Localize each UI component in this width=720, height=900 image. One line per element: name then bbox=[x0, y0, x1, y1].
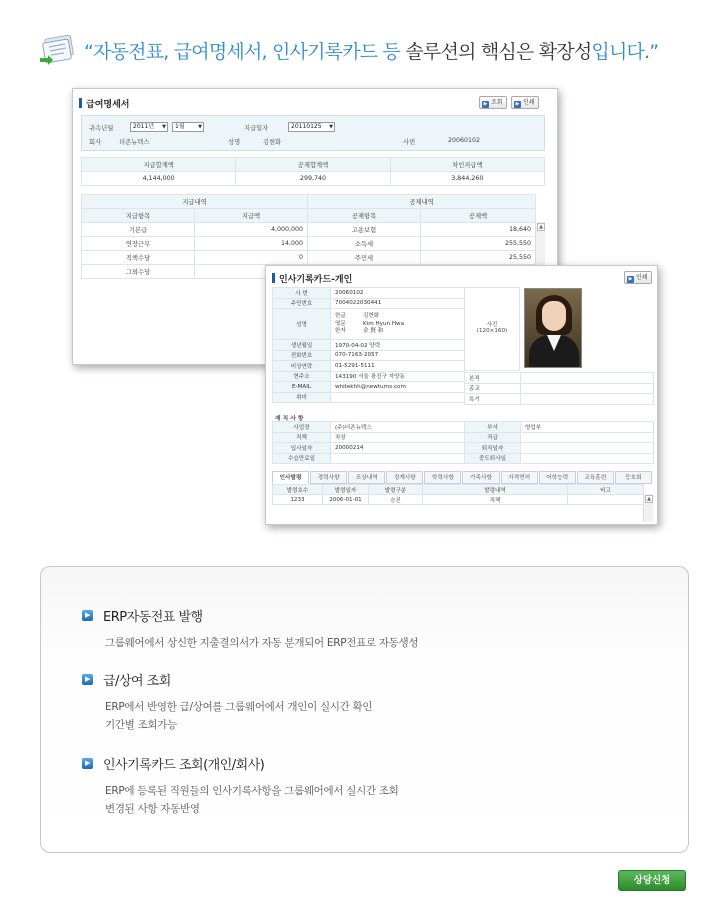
table-row bbox=[82, 237, 536, 251]
field-label: 성명 bbox=[273, 309, 331, 340]
name-part-label: 한자 bbox=[335, 328, 346, 335]
scroll-up-icon[interactable]: ▲ bbox=[645, 495, 653, 503]
headline-quote-close: ” bbox=[649, 40, 659, 63]
pay-date-select[interactable]: 20110125 ▼ bbox=[288, 122, 335, 132]
photo-face bbox=[542, 301, 566, 331]
tab-personnel-order[interactable]: 인사발령 bbox=[272, 471, 309, 484]
photo-size: (120×160) bbox=[476, 328, 508, 334]
tab-discipline[interactable]: 징계사항 bbox=[386, 471, 423, 484]
name-part-row bbox=[335, 328, 460, 336]
table-row bbox=[465, 383, 654, 394]
tab-licenses[interactable]: 자격면허 bbox=[501, 471, 538, 484]
arrow-right-icon: ▶ bbox=[515, 101, 520, 107]
tab-training[interactable]: 교육훈련 bbox=[577, 471, 614, 484]
payslip-filter-box bbox=[81, 115, 545, 151]
field-label: 주민번호 bbox=[273, 298, 331, 309]
emp-value: (주)더존뉴텍스 bbox=[331, 422, 465, 433]
feature-title: 급/상여 조회 bbox=[103, 674, 171, 689]
tab-awards[interactable]: 포상내역 bbox=[348, 471, 385, 484]
hrcard-print-label: 인쇄 bbox=[636, 274, 648, 281]
table-cell: 직책수당 bbox=[82, 251, 195, 265]
emp-label: 사업장 bbox=[273, 422, 331, 433]
emp-label: 입사일자 bbox=[273, 443, 331, 454]
tab-language[interactable]: 어학능력 bbox=[539, 471, 576, 484]
payslip-search-button[interactable] bbox=[479, 96, 507, 109]
feature-description bbox=[105, 698, 372, 734]
arrow-right-icon: ▶ bbox=[628, 276, 633, 282]
field-label: 생년월일 bbox=[273, 340, 331, 351]
feature-line: ERP에 등록된 직원들의 인사기록사항을 그룹웨어에서 실시간 조회 bbox=[105, 785, 399, 797]
field-value: 7004022030441 bbox=[331, 298, 465, 309]
emp-value bbox=[521, 432, 654, 443]
name-part-value: 김현화 bbox=[363, 313, 380, 320]
field-value: 20060102 bbox=[331, 288, 465, 299]
chevron-right-icon: ▶ bbox=[82, 758, 93, 769]
field-value: 1970-04-02 양력 bbox=[331, 340, 465, 351]
feature-title-row bbox=[82, 670, 372, 689]
feature-line: ERP에서 반영한 급/상여를 그룹웨어에서 개인이 실시간 확인 bbox=[105, 701, 373, 713]
table-cell: 주민세 bbox=[308, 251, 421, 265]
totals-value: 3,844,260 bbox=[390, 172, 544, 186]
grid-header: 비고 bbox=[568, 485, 644, 495]
emp-value: 영업부 bbox=[521, 422, 654, 433]
emp-no-label: 사번 bbox=[403, 139, 416, 146]
feature-title-row bbox=[82, 606, 418, 625]
table-cell: 0 bbox=[195, 251, 308, 265]
name-parts-cell bbox=[331, 309, 465, 340]
field-label: 비상연락 bbox=[273, 361, 331, 372]
payslip-print-label: 인쇄 bbox=[523, 99, 535, 106]
side-label: 특기 bbox=[465, 394, 521, 405]
grid-cell: 1233 bbox=[273, 495, 323, 505]
consult-button[interactable]: 상담신청 bbox=[618, 870, 686, 891]
name-part-row bbox=[335, 321, 460, 329]
field-value: 070-7163-2057 bbox=[331, 350, 465, 361]
feature-description bbox=[105, 782, 399, 818]
employee-photo bbox=[524, 288, 582, 368]
feature-title-row bbox=[82, 754, 399, 773]
headline-part3: 입니다. bbox=[591, 40, 650, 63]
hrcard-print-button[interactable] bbox=[624, 271, 652, 284]
detail-column-header: 공제액 bbox=[421, 209, 536, 223]
table-row bbox=[273, 432, 654, 443]
emp-label: 중도퇴사일 bbox=[465, 453, 521, 464]
name-part-row bbox=[335, 313, 460, 321]
emp-value bbox=[521, 443, 654, 454]
payslip-search-label: 조회 bbox=[491, 99, 503, 106]
field-label: E-MAIL bbox=[273, 382, 331, 393]
field-value bbox=[331, 392, 465, 403]
totals-table bbox=[81, 157, 545, 186]
name-part-value: 金 賢 和 bbox=[363, 328, 384, 335]
table-row bbox=[273, 309, 465, 340]
name-part-value: Kim Hyun Hwa bbox=[363, 320, 405, 327]
table-cell: 4,000,000 bbox=[195, 223, 308, 237]
feature-item bbox=[82, 754, 399, 818]
hrcard-personal-table bbox=[272, 287, 465, 403]
table-row bbox=[465, 373, 654, 384]
feature-description bbox=[105, 634, 418, 652]
table-row bbox=[273, 350, 465, 361]
employment-title: 재 직 사 항 bbox=[275, 416, 304, 422]
totals-header: 공제합계액 bbox=[236, 158, 390, 172]
table-cell: 14,000 bbox=[195, 237, 308, 251]
tab-family[interactable]: 가족사항 bbox=[462, 471, 499, 484]
emp-label: 직책 bbox=[273, 432, 331, 443]
field-label: 전화번호 bbox=[273, 350, 331, 361]
detail-column-header: 지급항목 bbox=[82, 209, 195, 223]
emp-value: 차장 bbox=[331, 432, 465, 443]
company-value: 더존뉴텍스 bbox=[119, 139, 150, 146]
totals-value-row bbox=[82, 172, 545, 186]
field-label: 취미 bbox=[273, 392, 331, 403]
headline bbox=[38, 30, 658, 70]
tab-education[interactable]: 학력사항 bbox=[424, 471, 461, 484]
headline-part2: 솔루션의 핵심은 확장성 bbox=[405, 40, 592, 63]
hrcard-title: 인사기록카드-개인 bbox=[272, 272, 352, 285]
table-row bbox=[82, 223, 536, 237]
chevron-right-icon: ▶ bbox=[82, 610, 93, 621]
table-row bbox=[273, 371, 465, 382]
table-row bbox=[82, 251, 536, 265]
name-label: 성명 bbox=[228, 139, 241, 146]
field-label: 사 번 bbox=[273, 288, 331, 299]
table-row bbox=[273, 361, 465, 372]
detail-column-header: 지급액 bbox=[195, 209, 308, 223]
feature-title: 인사기록카드 조회(개인/회사) bbox=[103, 758, 265, 773]
grid-header: 발령호수 bbox=[273, 485, 323, 495]
payslip-title: 급여명세서 bbox=[79, 97, 129, 110]
headline-text bbox=[84, 37, 658, 64]
company-label: 회사 bbox=[89, 139, 102, 146]
table-row bbox=[465, 394, 654, 405]
photo-label-cell bbox=[464, 287, 520, 371]
table-row bbox=[273, 392, 465, 403]
pay-date-label: 지급일자 bbox=[244, 125, 269, 132]
side-value bbox=[521, 373, 654, 384]
totals-value: 4,144,000 bbox=[82, 172, 236, 186]
name-part-label: 한글 bbox=[335, 313, 346, 320]
year-month-label: 귀속년월 bbox=[89, 125, 114, 132]
grid-header: 발령구분 bbox=[369, 485, 423, 495]
grid-header: 발령내역 bbox=[423, 485, 568, 495]
feature-line: 기간별 조회가능 bbox=[105, 719, 177, 731]
table-cell: 고용보험 bbox=[308, 223, 421, 237]
field-value: 143190 서울 광진구 자양동 bbox=[331, 371, 465, 382]
side-label: 종교 bbox=[465, 383, 521, 394]
table-row bbox=[273, 340, 465, 351]
feature-item bbox=[82, 670, 372, 734]
emp-label: 직급 bbox=[465, 432, 521, 443]
field-label: 현주소 bbox=[273, 371, 331, 382]
emp-label: 수습만료일 bbox=[273, 453, 331, 464]
feature-line: 변경된 사항 자동반영 bbox=[105, 803, 200, 815]
photo-label: 사진 bbox=[486, 322, 498, 328]
detail-header-row bbox=[82, 209, 536, 223]
table-row bbox=[273, 382, 465, 393]
emp-no-value: 20060102 bbox=[448, 137, 481, 144]
orders-scrollbar[interactable] bbox=[643, 494, 653, 522]
table-cell: 소득세 bbox=[308, 237, 421, 251]
side-label: 본적 bbox=[465, 373, 521, 384]
totals-value: 299,740 bbox=[236, 172, 390, 186]
chevron-right-icon: ▶ bbox=[82, 674, 93, 685]
grid-header-row bbox=[273, 485, 644, 495]
headline-part1: 자동전표, 급여명세서, 인사기록카드 등 bbox=[93, 40, 406, 63]
table-row bbox=[273, 422, 654, 433]
emp-label: 부서 bbox=[465, 422, 521, 433]
name-part-label: 영문 bbox=[335, 320, 346, 327]
table-row bbox=[273, 453, 654, 464]
detail-group-header: 공제내역 bbox=[308, 195, 536, 209]
field-value: whitekhh@newturns.com bbox=[331, 382, 465, 393]
table-cell: 18,640 bbox=[421, 223, 536, 237]
orders-grid bbox=[272, 484, 644, 505]
table-row bbox=[273, 443, 654, 454]
document-list-icon bbox=[38, 34, 78, 66]
side-value bbox=[521, 383, 654, 394]
table-row bbox=[273, 288, 465, 299]
emp-value: 20000214 bbox=[331, 443, 465, 454]
headline-quote-open: “ bbox=[84, 40, 94, 63]
scroll-up-icon[interactable]: ▲ bbox=[537, 223, 545, 231]
grid-cell bbox=[568, 495, 644, 505]
hrcard-side-table bbox=[464, 372, 654, 405]
tab-career[interactable]: 경력사항 bbox=[310, 471, 347, 484]
side-value bbox=[521, 394, 654, 405]
feature-item bbox=[82, 606, 418, 652]
detail-column-header: 공제항목 bbox=[308, 209, 421, 223]
feature-title: ERP자동전표 발행 bbox=[103, 610, 203, 625]
feature-line: 그룹웨어에서 상신한 지출결의서가 자동 분개되어 ERP전표로 자동생성 bbox=[105, 637, 419, 649]
emp-value bbox=[331, 453, 465, 464]
table-row bbox=[273, 298, 465, 309]
emp-value bbox=[521, 453, 654, 464]
grid-header: 발령일자 bbox=[323, 485, 369, 495]
table-row[interactable] bbox=[273, 495, 644, 505]
table-cell: 255,550 bbox=[421, 237, 536, 251]
grid-cell: 직책 bbox=[423, 495, 568, 505]
table-cell: 기본급 bbox=[82, 223, 195, 237]
totals-header-row bbox=[82, 158, 545, 172]
totals-header: 지급합계액 bbox=[82, 158, 236, 172]
grid-cell: 승진 bbox=[369, 495, 423, 505]
hrcard-screenshot bbox=[265, 265, 658, 525]
detail-group-row bbox=[82, 195, 536, 209]
totals-header: 차인지급액 bbox=[390, 158, 544, 172]
tab-club[interactable]: 등호회 bbox=[615, 471, 652, 484]
month-select[interactable]: 1월 ▼ bbox=[172, 122, 204, 132]
arrow-right-icon: ▶ bbox=[483, 101, 488, 107]
field-value: 01-5291-5111 bbox=[331, 361, 465, 372]
emp-label: 퇴직일자 bbox=[465, 443, 521, 454]
employment-table bbox=[272, 421, 654, 464]
year-select[interactable]: 2011년 ▼ bbox=[130, 122, 168, 132]
payslip-print-button[interactable] bbox=[511, 96, 539, 109]
hrcard-tabs bbox=[272, 471, 653, 484]
grid-cell: 2006-01-01 bbox=[323, 495, 369, 505]
name-value: 김현화 bbox=[263, 139, 282, 146]
table-cell: 25,550 bbox=[421, 251, 536, 265]
table-cell: 연장근무 bbox=[82, 237, 195, 251]
table-cell: 그외수당 bbox=[82, 265, 195, 279]
detail-group-header: 지급내역 bbox=[82, 195, 308, 209]
